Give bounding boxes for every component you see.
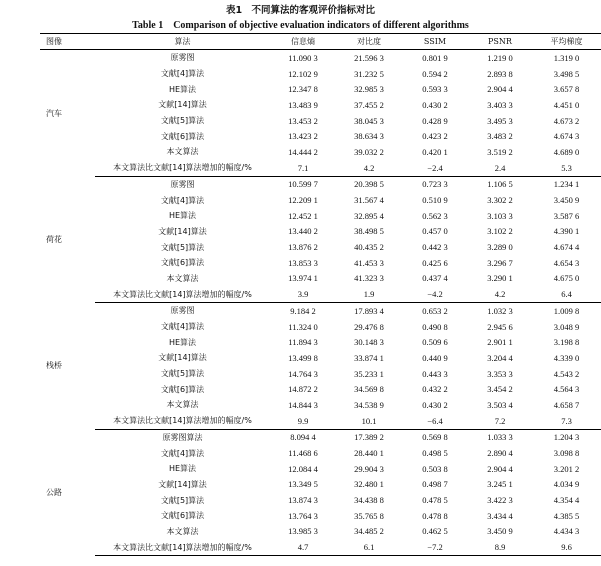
ssim-cell: −4.2 [402,286,468,302]
psnr-cell: 2.893 8 [487,68,513,79]
algorithm-cell: 本文算法比文献[14]算法增加的幅度/% [95,539,270,555]
table-row [40,508,601,524]
table-row [40,239,601,255]
algorithm-cell: 文献[5]算法 [160,242,205,252]
ssim-cell: 0.594 2 [422,68,448,79]
image-group-label: 公路 [46,487,62,497]
table-row [40,144,601,160]
avg-gradient-cell: 4.675 0 [553,273,580,284]
table-row [40,97,601,113]
table-row [40,271,601,287]
entropy-cell: 13.853 3 [288,257,318,268]
image-group-label: 荷花 [46,234,62,244]
ssim-cell: −2.4 [402,160,468,176]
entropy-cell: 14.872 2 [288,384,318,395]
avg-gradient-cell: 1.204 3 [553,432,580,443]
avg-gradient-cell: 1.234 1 [553,179,580,190]
psnr-cell: 2.4 [468,160,532,176]
table-row [40,445,601,461]
contrast-cell: 38.045 3 [354,115,384,126]
entropy-cell: 12.347 8 [288,84,318,95]
algorithm-cell: 本文算法 [166,273,199,283]
entropy-cell: 9.184 2 [290,305,316,316]
table-row [40,160,601,176]
contrast-cell: 35.233 1 [354,368,384,379]
entropy-cell: 13.349 5 [288,479,318,490]
psnr-cell: 4.2 [468,286,532,302]
table-row [40,539,601,555]
contrast-cell: 38.634 3 [354,131,384,142]
avg-gradient-cell: 3.498 5 [553,68,580,79]
ssim-cell: 0.440 9 [422,352,448,363]
entropy-cell: 13.483 9 [288,99,318,110]
avg-gradient-cell: 4.034 9 [553,479,580,490]
ssim-cell: 0.569 8 [422,432,448,443]
avg-gradient-cell: 1.009 8 [553,305,580,316]
ssim-cell: 0.437 4 [422,273,448,284]
contrast-cell: 17.389 2 [354,432,384,443]
entropy-cell: 10.599 7 [288,179,318,190]
entropy-cell: 12.452 1 [288,210,318,221]
table-caption-en: Table 1 Comparison of objective evaluation indicators of different algorithms [132,20,469,31]
entropy-cell: 14.444 2 [288,146,318,157]
psnr-cell: 1.219 0 [487,52,513,63]
header-avg-gradient: 平均梯度 [532,34,601,50]
algorithm-cell: 文献[6]算法 [160,384,205,394]
algorithm-cell: 本文算法比文献[14]算法增加的幅度/% [95,286,270,302]
algorithm-cell: 文献[14]算法 [158,353,207,363]
algorithm-cell: 文献[5]算法 [160,369,205,379]
algorithm-cell: 文献[5]算法 [160,495,205,505]
entropy-cell: 12.084 4 [288,463,318,474]
ssim-cell: 0.430 2 [422,99,448,110]
entropy-cell: 13.985 3 [288,526,318,537]
ssim-cell: 0.430 2 [422,399,448,410]
table-row [40,429,601,445]
contrast-cell: 17.893 4 [354,305,384,316]
psnr-cell: 3.450 9 [487,526,513,537]
contrast-cell: 41.453 3 [354,257,384,268]
entropy-cell: 11.468 6 [288,448,318,459]
table-row [40,492,601,508]
algorithm-cell: 本文算法 [166,526,199,536]
contrast-cell: 21.596 3 [354,52,384,63]
psnr-cell: 2.904 4 [487,463,513,474]
algorithm-cell: 文献[14]算法 [158,226,207,236]
header-image: 图像 [40,34,95,50]
avg-gradient-cell: 3.657 8 [553,84,580,95]
contrast-cell: 4.2 [336,160,402,176]
contrast-cell: 39.032 2 [354,146,384,157]
avg-gradient-cell: 4.674 4 [553,242,580,253]
algorithm-cell: HE算法 [168,84,197,94]
table-row [40,224,601,240]
table-row [40,461,601,477]
ssim-cell: 0.510 9 [422,195,448,206]
table-row [40,255,601,271]
contrast-cell: 34.569 8 [354,384,384,395]
table-row [40,366,601,382]
ssim-cell: 0.490 8 [422,321,448,332]
algorithm-cell: 文献[5]算法 [160,116,205,126]
table-row [40,397,601,413]
algorithm-cell: 本文算法 [166,147,199,157]
avg-gradient-cell: 4.390 1 [553,226,580,237]
table-row [40,208,601,224]
contrast-cell: 37.455 2 [354,99,384,110]
contrast-cell: 28.440 1 [354,448,384,459]
table-row [40,303,601,319]
table-row [40,176,601,192]
algorithm-cell: 文献[14]算法 [158,100,207,110]
contrast-cell: 35.765 8 [354,510,384,521]
psnr-cell: 3.503 4 [487,399,513,410]
psnr-cell: 3.519 2 [487,146,513,157]
avg-gradient-cell: 3.450 9 [553,195,580,206]
contrast-cell: 31.567 4 [354,195,384,206]
psnr-cell: 2.904 4 [487,84,513,95]
algorithm-cell: 文献[6]算法 [160,131,205,141]
table-row [40,192,601,208]
algorithm-cell: HE算法 [168,337,197,347]
ssim-cell: −7.2 [402,539,468,555]
entropy-cell: 13.876 2 [288,242,318,253]
psnr-cell: 3.495 3 [487,115,513,126]
contrast-cell: 20.398 5 [354,179,384,190]
entropy-cell: 13.453 2 [288,115,318,126]
algorithm-cell: 原雾图算法 [162,432,203,442]
table-caption-cn: 表1 不同算法的客观评价指标对比 [225,5,376,16]
table-body [40,50,601,556]
contrast-cell: 32.480 1 [354,479,384,490]
avg-gradient-cell: 4.451 0 [553,99,580,110]
avg-gradient-cell: 4.339 0 [553,352,580,363]
ssim-cell: 0.425 6 [422,257,448,268]
avg-gradient-cell: 4.658 7 [553,399,580,410]
avg-gradient-cell: 4.434 3 [553,526,580,537]
contrast-cell: 32.895 4 [354,210,384,221]
entropy-cell: 8.094 4 [290,432,316,443]
contrast-cell: 31.232 5 [354,68,384,79]
ssim-cell: 0.478 8 [422,510,448,521]
psnr-cell: 3.103 3 [487,210,513,221]
entropy-cell: 14.764 3 [288,368,318,379]
algorithm-cell: 文献[6]算法 [160,511,205,521]
entropy-cell: 9.9 [270,413,336,429]
algorithm-cell: 文献[4]算法 [160,322,205,332]
avg-gradient-cell: 4.385 5 [553,510,580,521]
ssim-cell: 0.498 5 [422,448,448,459]
image-group-label: 栈桥 [46,361,62,371]
header-entropy: 信息熵 [270,34,336,50]
table-row [40,524,601,540]
ssim-cell: 0.801 9 [422,52,448,63]
avg-gradient-cell: 7.3 [532,413,601,429]
avg-gradient-cell: 4.674 3 [553,131,580,142]
psnr-cell: 3.102 2 [487,226,513,237]
algorithm-cell: 原雾图 [170,53,195,63]
table-row [40,350,601,366]
avg-gradient-cell: 9.6 [532,539,601,555]
psnr-cell: 7.2 [468,413,532,429]
contrast-cell: 41.323 3 [354,273,384,284]
contrast-cell: 38.498 5 [354,226,384,237]
avg-gradient-cell: 4.673 2 [553,115,580,126]
algorithm-cell: 文献[4]算法 [160,69,205,79]
ssim-cell: 0.462 5 [422,526,448,537]
entropy-cell: 13.874 3 [288,495,318,506]
algorithm-cell: 文献[6]算法 [160,258,205,268]
avg-gradient-cell: 4.689 0 [553,146,580,157]
contrast-cell: 34.438 8 [354,495,384,506]
psnr-cell: 8.9 [468,539,532,555]
entropy-cell: 11.324 0 [288,321,318,332]
psnr-cell: 2.945 6 [487,321,513,332]
avg-gradient-cell: 3.098 8 [553,448,580,459]
ssim-cell: 0.478 5 [422,495,448,506]
avg-gradient-cell: 3.587 6 [553,210,580,221]
psnr-cell: 3.353 3 [487,368,513,379]
ssim-cell: 0.723 3 [422,179,448,190]
algorithm-cell: 原雾图 [170,306,195,316]
algorithm-cell: 本文算法比文献[14]算法增加的幅度/% [95,413,270,429]
contrast-cell: 1.9 [336,286,402,302]
ssim-cell: 0.509 6 [422,337,448,348]
psnr-cell: 1.033 3 [487,432,513,443]
algorithm-cell: 文献[4]算法 [160,448,205,458]
psnr-cell: 3.289 0 [487,242,513,253]
table-row [40,381,601,397]
algorithm-cell: 原雾图 [170,179,195,189]
avg-gradient-cell: 6.4 [532,286,601,302]
psnr-cell: 3.422 3 [487,495,513,506]
contrast-cell: 34.485 2 [354,526,384,537]
psnr-cell: 1.106 5 [487,179,513,190]
ssim-cell: 0.457 0 [422,226,448,237]
contrast-cell: 30.148 3 [354,337,384,348]
psnr-cell: 3.296 7 [487,257,513,268]
entropy-cell: 4.7 [270,539,336,555]
entropy-cell: 13.499 8 [288,352,318,363]
table-header-row [40,34,601,50]
algorithm-cell: 文献[4]算法 [160,195,205,205]
entropy-cell: 13.423 2 [288,131,318,142]
entropy-cell: 12.209 1 [288,195,318,206]
header-ssim: SSIM [402,34,468,50]
ssim-cell: −6.4 [402,413,468,429]
algorithm-cell: 文献[14]算法 [158,479,207,489]
contrast-cell: 33.874 1 [354,352,384,363]
psnr-cell: 3.204 4 [487,352,513,363]
image-group-label: 汽车 [46,108,62,118]
ssim-cell: 0.653 2 [422,305,448,316]
contrast-cell: 6.1 [336,539,402,555]
contrast-cell: 34.538 9 [354,399,384,410]
psnr-cell: 3.245 1 [487,479,513,490]
psnr-cell: 3.403 3 [487,99,513,110]
avg-gradient-cell: 3.048 9 [553,321,580,332]
entropy-cell: 11.090 3 [288,52,318,63]
avg-gradient-cell: 3.201 2 [553,463,580,474]
header-algorithm: 算法 [95,34,270,50]
algorithm-cell: 本文算法比文献[14]算法增加的幅度/% [95,160,270,176]
psnr-cell: 3.434 4 [487,510,513,521]
table-row [40,286,601,302]
entropy-cell: 11.894 3 [288,337,318,348]
avg-gradient-cell: 4.654 3 [553,257,580,268]
entropy-cell: 13.974 1 [288,273,318,284]
avg-gradient-cell: 5.3 [532,160,601,176]
ssim-cell: 0.503 8 [422,463,448,474]
algorithm-cell: 本文算法 [166,400,199,410]
header-psnr: PSNR [468,34,532,50]
psnr-cell: 2.901 1 [487,337,513,348]
table-row [40,477,601,493]
avg-gradient-cell: 4.564 3 [553,384,580,395]
algorithm-cell: HE算法 [168,464,197,474]
table-row [40,319,601,335]
entropy-cell: 7.1 [270,160,336,176]
avg-gradient-cell: 3.198 8 [553,337,580,348]
ssim-cell: 0.442 3 [422,242,448,253]
avg-gradient-cell: 4.354 4 [553,495,580,506]
psnr-cell: 3.302 2 [487,195,513,206]
entropy-cell: 13.440 2 [288,226,318,237]
contrast-cell: 10.1 [336,413,402,429]
ssim-cell: 0.428 9 [422,115,448,126]
contrast-cell: 32.985 3 [354,84,384,95]
psnr-cell: 3.483 2 [487,131,513,142]
table-row [40,50,601,66]
table-row [40,81,601,97]
psnr-cell: 3.454 2 [487,384,513,395]
avg-gradient-cell: 4.543 2 [553,368,580,379]
entropy-cell: 3.9 [270,286,336,302]
entropy-cell: 14.844 3 [288,399,318,410]
contrast-cell: 29.904 3 [354,463,384,474]
ssim-cell: 0.593 3 [422,84,448,95]
contrast-cell: 40.435 2 [354,242,384,253]
table-row [40,66,601,82]
ssim-cell: 0.432 2 [422,384,448,395]
comparison-table [40,33,601,556]
entropy-cell: 13.764 3 [288,510,318,521]
ssim-cell: 0.498 7 [422,479,448,490]
contrast-cell: 29.476 8 [354,321,384,332]
psnr-cell: 3.290 1 [487,273,513,284]
psnr-cell: 2.890 4 [487,448,513,459]
entropy-cell: 12.102 9 [288,68,318,79]
table-row [40,113,601,129]
ssim-cell: 0.420 1 [422,146,448,157]
header-contrast: 对比度 [336,34,402,50]
psnr-cell: 1.032 3 [487,305,513,316]
table-row [40,334,601,350]
table-row [40,128,601,144]
ssim-cell: 0.423 2 [422,131,448,142]
ssim-cell: 0.443 3 [422,368,448,379]
ssim-cell: 0.562 3 [422,210,448,221]
algorithm-cell: HE算法 [168,211,197,221]
avg-gradient-cell: 1.319 0 [553,52,580,63]
table-row [40,413,601,429]
